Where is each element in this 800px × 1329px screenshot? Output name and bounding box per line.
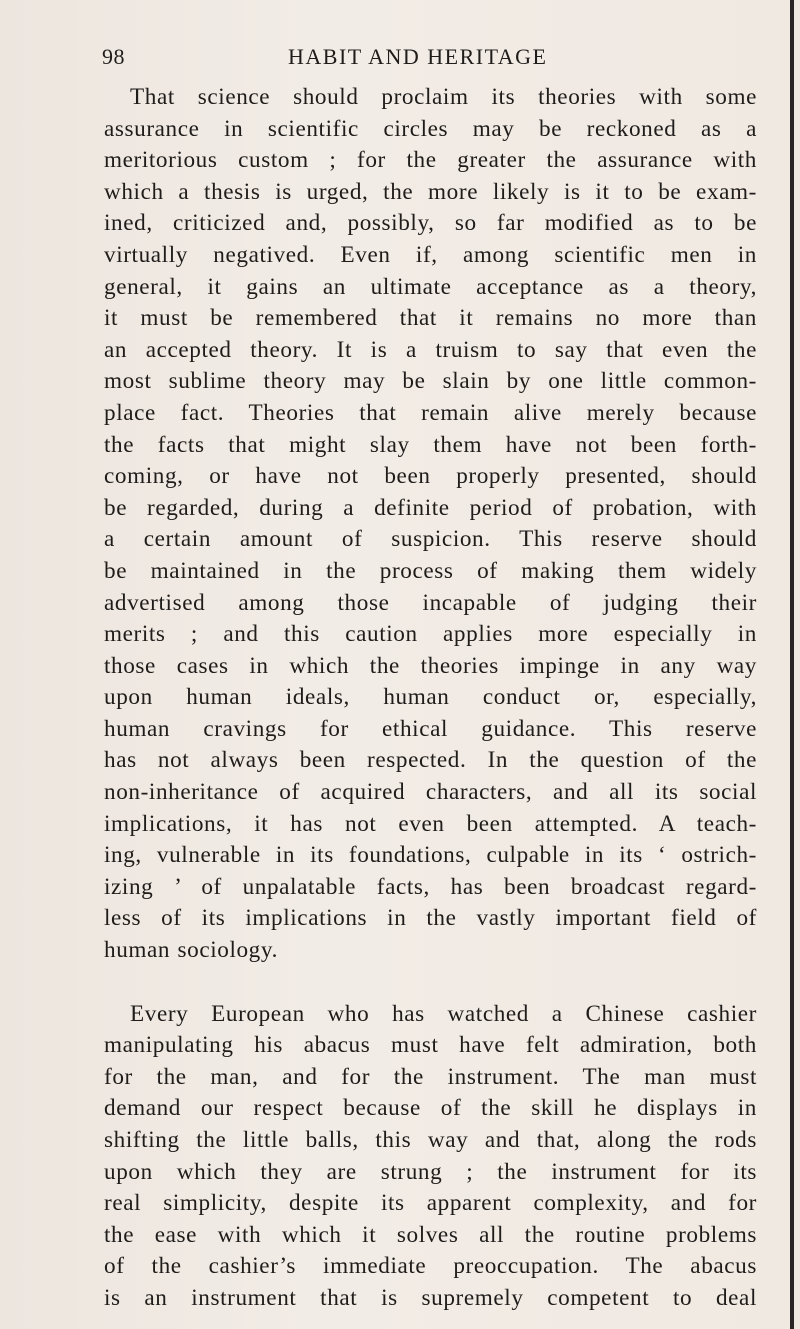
paragraph-2: [104, 999, 757, 1315]
text-line: manipulating his abacus must have felt admiration, both: [104, 1032, 757, 1059]
text-line: demand our respect because of the skill he displays in: [104, 1095, 757, 1122]
text-line: the ease with which it solves all the routine problems: [104, 1221, 757, 1248]
text-line: which a thesis is urged, the more likely is it to be exam-: [104, 178, 757, 205]
text-line: izing ’ of unpalatable facts, has been broadcast regard-: [104, 873, 757, 900]
text-line: shifting the little balls, this way and that, along the rods: [104, 1127, 757, 1153]
text-line: coming, or have not been properly presented, should: [104, 463, 757, 490]
paragraph-spacer: [104, 967, 757, 999]
text-line: assurance in scientific circles may be reckoned as a: [104, 115, 757, 142]
page-number: 98: [102, 44, 125, 69]
page-header: [102, 44, 762, 78]
body-text: [104, 82, 757, 1315]
text-line: be regarded, during a definite period of probation, with: [104, 494, 757, 521]
text-line: That science should proclaim its theories with some: [130, 84, 757, 110]
text-line: human sociology.: [104, 937, 278, 964]
text-line: human cravings for ethical guidance. This reserve: [104, 715, 757, 742]
text-line: implications, it has not even been attempted. A teach-: [104, 810, 757, 837]
text-line: those cases in which the theories impinge in any way: [104, 652, 757, 679]
text-line: of the cashier’s immediate preoccupation. The abacus: [104, 1253, 757, 1280]
text-line: is an instrument that is supremely competent to deal: [104, 1284, 757, 1311]
text-line: has not always been respected. In the question of the: [104, 747, 757, 774]
text-line: ing, vulnerable in its foundations, culpable in its ‘ ostrich-: [104, 842, 757, 869]
text-line: upon which they are strung ; the instrument for its: [104, 1158, 757, 1185]
text-line: place fact. Theories that remain alive merely because: [104, 399, 757, 426]
text-line: meritorious custom ; for the greater the assurance with: [104, 147, 757, 174]
text-line: general, it gains an ultimate acceptance as a theory,: [104, 273, 757, 300]
running-head: HABIT AND HERITAGE: [288, 44, 548, 69]
text-line: real simplicity, despite its apparent complexity, and for: [104, 1190, 757, 1217]
text-line: advertised among those incapable of judging their: [104, 589, 757, 616]
text-line: Every European who has watched a Chinese cashier: [130, 1000, 757, 1027]
page-edge-shadow: [790, 0, 794, 1329]
text-line: the facts that might slay them have not been forth-: [104, 431, 757, 458]
text-line: less of its implications in the vastly important field of: [104, 905, 757, 932]
paragraph-1: [104, 82, 757, 967]
text-line: virtually negatived. Even if, among scientific men in: [104, 241, 757, 268]
text-line: merits ; and this caution applies more especially in: [104, 621, 757, 648]
text-line: it must be remembered that it remains no more than: [104, 305, 757, 332]
text-line: an accepted theory. It is a truism to say that even the: [104, 336, 757, 363]
text-line: non-inheritance of acquired characters, and all its social: [104, 779, 757, 806]
text-line: upon human ideals, human conduct or, especially,: [104, 684, 757, 711]
text-line: a certain amount of suspicion. This reserve should: [104, 526, 757, 553]
text-line: most sublime theory may be slain by one little common-: [104, 368, 757, 395]
text-line: ined, criticized and, possibly, so far modified as to be: [104, 210, 757, 237]
text-line: for the man, and for the instrument. The man must: [104, 1063, 757, 1090]
text-line: be maintained in the process of making them widely: [104, 557, 757, 584]
